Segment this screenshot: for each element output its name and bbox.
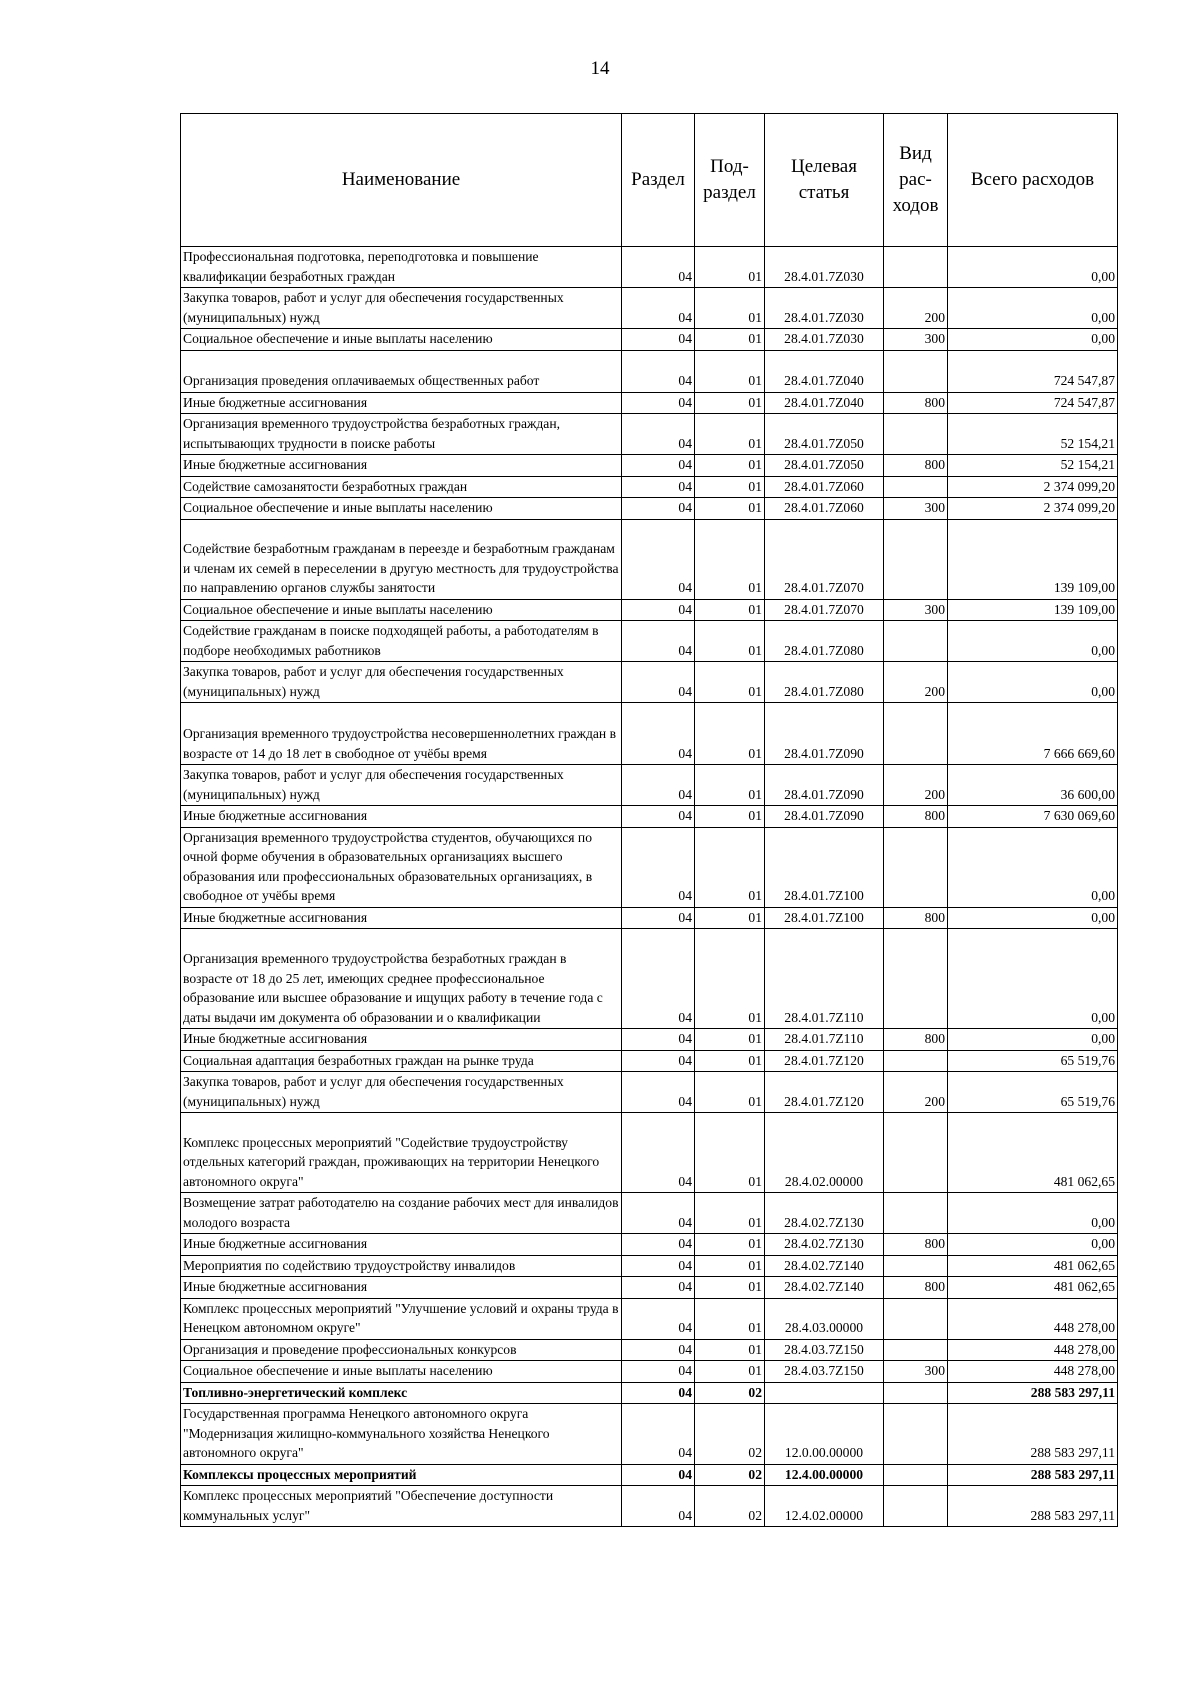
row-target: 28.4.01.7Z100 (765, 827, 884, 907)
table-row (181, 907, 1118, 929)
row-total: 448 278,00 (948, 1361, 1118, 1383)
row-expense-type (884, 1339, 948, 1361)
row-name: Социальное обеспечение и иные выплаты населению (181, 599, 622, 621)
row-expense-type: 300 (884, 599, 948, 621)
row-name: Иные бюджетные ассигнования (181, 455, 622, 477)
row-expense-type (884, 1113, 948, 1193)
row-section: 04 (622, 1113, 695, 1193)
row-subsection: 01 (695, 1072, 765, 1113)
row-target: 28.4.01.7Z040 (765, 350, 884, 392)
row-name: Профессиональная подготовка, переподготовка и повышение квалификации безработных граждан (181, 247, 622, 288)
table-row (181, 599, 1118, 621)
row-target: 28.4.02.7Z130 (765, 1193, 884, 1234)
table-row (181, 1072, 1118, 1113)
row-section: 04 (622, 414, 695, 455)
row-subsection: 01 (695, 806, 765, 828)
row-section: 04 (622, 1193, 695, 1234)
row-total: 448 278,00 (948, 1298, 1118, 1339)
row-name: Мероприятия по содействию трудоустройству инвалидов (181, 1255, 622, 1277)
row-subsection: 01 (695, 1298, 765, 1339)
row-expense-type (884, 1298, 948, 1339)
row-target: 28.4.01.7Z050 (765, 455, 884, 477)
row-section: 04 (622, 662, 695, 703)
table-row (181, 929, 1118, 1029)
budget-table (180, 113, 1118, 1527)
row-target: 28.4.01.7Z060 (765, 498, 884, 520)
row-subsection: 01 (695, 1193, 765, 1234)
row-section: 04 (622, 1029, 695, 1051)
row-name: Организация временного трудоустройства безработных граждан в возрасте от 18 до 25 лет, имеющих среднее профессиональное образование или высшее образование и ищущих работу в течение года с даты выдачи им документа об образовании и о квалификации (181, 929, 622, 1029)
row-expense-type: 800 (884, 907, 948, 929)
row-section: 04 (622, 329, 695, 351)
row-name: Организация временного трудоустройства несовершеннолетних граждан в возрасте от 14 до 18 лет в свободное от учёбы время (181, 703, 622, 765)
table-row (181, 1404, 1118, 1465)
table-row (181, 329, 1118, 351)
row-subsection: 01 (695, 1050, 765, 1072)
row-expense-type: 800 (884, 806, 948, 828)
row-subsection: 01 (695, 476, 765, 498)
row-expense-type (884, 703, 948, 765)
row-expense-type (884, 247, 948, 288)
header-total: Всего расходов (948, 114, 1118, 247)
row-expense-type: 300 (884, 498, 948, 520)
row-target: 28.4.03.7Z150 (765, 1339, 884, 1361)
row-subsection: 01 (695, 907, 765, 929)
row-total: 7 666 669,60 (948, 703, 1118, 765)
row-subsection: 01 (695, 392, 765, 414)
table-row (181, 621, 1118, 662)
table-row (181, 1339, 1118, 1361)
row-expense-type (884, 1050, 948, 1072)
row-section: 04 (622, 519, 695, 599)
row-subsection: 02 (695, 1486, 765, 1527)
table-row (181, 350, 1118, 392)
row-subsection: 01 (695, 329, 765, 351)
row-section: 04 (622, 703, 695, 765)
row-total: 139 109,00 (948, 599, 1118, 621)
row-target: 28.4.01.7Z060 (765, 476, 884, 498)
row-total: 2 374 099,20 (948, 476, 1118, 498)
table-row (181, 1193, 1118, 1234)
row-name: Организация проведения оплачиваемых общественных работ (181, 350, 622, 392)
row-name: Комплекс процессных мероприятий "Содействие трудоустройству отдельных категорий граждан, проживающих на территории Ненецкого автономного округа" (181, 1113, 622, 1193)
row-section: 04 (622, 350, 695, 392)
row-total: 0,00 (948, 247, 1118, 288)
row-name: Содействие безработным гражданам в переезде и безработным гражданам и членам их семей в переселении в другую местность для трудоустройства по направлению органов службы занятости (181, 519, 622, 599)
row-expense-type (884, 929, 948, 1029)
row-section: 04 (622, 247, 695, 288)
row-name: Иные бюджетные ассигнования (181, 1277, 622, 1299)
row-name: Иные бюджетные ассигнования (181, 1029, 622, 1051)
row-total: 0,00 (948, 827, 1118, 907)
row-expense-type (884, 414, 948, 455)
row-name: Возмещение затрат работодателю на создание рабочих мест для инвалидов молодого возраста (181, 1193, 622, 1234)
row-section: 04 (622, 455, 695, 477)
row-total: 0,00 (948, 288, 1118, 329)
row-name: Организация временного трудоустройства безработных граждан, испытывающих трудности в поиске работы (181, 414, 622, 455)
table-row (181, 519, 1118, 599)
row-subsection: 01 (695, 765, 765, 806)
row-total: 448 278,00 (948, 1339, 1118, 1361)
row-name: Государственная программа Ненецкого автономного округа "Модернизация жилищно-коммунального хозяйства Ненецкого автономного округа" (181, 1404, 622, 1465)
row-target: 28.4.01.7Z030 (765, 247, 884, 288)
table-row (181, 1361, 1118, 1383)
row-target: 28.4.01.7Z110 (765, 1029, 884, 1051)
row-name: Социальное обеспечение и иные выплаты населению (181, 1361, 622, 1383)
row-expense-type (884, 1193, 948, 1234)
row-expense-type: 200 (884, 662, 948, 703)
row-section: 04 (622, 599, 695, 621)
row-name: Социальная адаптация безработных граждан на рынке труда (181, 1050, 622, 1072)
row-section: 04 (622, 1404, 695, 1465)
row-target: 28.4.01.7Z120 (765, 1072, 884, 1113)
row-section: 04 (622, 392, 695, 414)
row-subsection: 01 (695, 1029, 765, 1051)
row-expense-type: 300 (884, 1361, 948, 1383)
row-expense-type: 800 (884, 455, 948, 477)
row-name: Организация и проведение профессиональных конкурсов (181, 1339, 622, 1361)
row-target: 28.4.01.7Z070 (765, 519, 884, 599)
row-target: 28.4.01.7Z090 (765, 806, 884, 828)
row-section: 04 (622, 1050, 695, 1072)
table-row (181, 1486, 1118, 1527)
row-subsection: 01 (695, 350, 765, 392)
row-name: Организация временного трудоустройства студентов, обучающихся по очной форме обучения в образовательных организациях высшего образования или профессиональных образовательных организациях, в свободное от учёбы время (181, 827, 622, 907)
row-name: Закупка товаров, работ и услуг для обеспечения государственных (муниципальных) нужд (181, 765, 622, 806)
row-expense-type (884, 1404, 948, 1465)
table-row (181, 247, 1118, 288)
table-row (181, 455, 1118, 477)
table-row (181, 392, 1118, 414)
table-row (181, 1382, 1118, 1404)
row-subsection: 01 (695, 247, 765, 288)
table-row (181, 1298, 1118, 1339)
row-subsection: 01 (695, 288, 765, 329)
row-target: 28.4.01.7Z100 (765, 907, 884, 929)
row-section: 04 (622, 1277, 695, 1299)
row-subsection: 02 (695, 1404, 765, 1465)
row-total: 139 109,00 (948, 519, 1118, 599)
row-name: Закупка товаров, работ и услуг для обеспечения государственных (муниципальных) нужд (181, 662, 622, 703)
row-subsection: 01 (695, 455, 765, 477)
row-target: 28.4.01.7Z030 (765, 329, 884, 351)
row-expense-type (884, 1464, 948, 1486)
row-target (765, 1382, 884, 1404)
table-row (181, 498, 1118, 520)
row-expense-type (884, 827, 948, 907)
row-subsection: 01 (695, 1113, 765, 1193)
row-target: 28.4.01.7Z050 (765, 414, 884, 455)
row-target: 28.4.01.7Z080 (765, 662, 884, 703)
row-subsection: 01 (695, 414, 765, 455)
header-target: Целевая статья (765, 114, 884, 247)
row-section: 04 (622, 1486, 695, 1527)
row-expense-type (884, 1255, 948, 1277)
row-subsection: 02 (695, 1464, 765, 1486)
row-total: 288 583 297,11 (948, 1464, 1118, 1486)
row-name: Закупка товаров, работ и услуг для обеспечения государственных (муниципальных) нужд (181, 288, 622, 329)
row-section: 04 (622, 1255, 695, 1277)
row-name: Содействие самозанятости безработных граждан (181, 476, 622, 498)
row-subsection: 01 (695, 703, 765, 765)
row-total: 481 062,65 (948, 1277, 1118, 1299)
row-subsection: 01 (695, 1234, 765, 1256)
row-target: 28.4.03.00000 (765, 1298, 884, 1339)
row-total: 0,00 (948, 621, 1118, 662)
row-target: 28.4.01.7Z030 (765, 288, 884, 329)
row-total: 481 062,65 (948, 1113, 1118, 1193)
row-section: 04 (622, 1339, 695, 1361)
row-name: Комплекс процессных мероприятий "Улучшение условий и охраны труда в Ненецком автономном округе" (181, 1298, 622, 1339)
row-total: 0,00 (948, 1029, 1118, 1051)
row-target: 28.4.01.7Z090 (765, 703, 884, 765)
table-row (181, 806, 1118, 828)
row-section: 04 (622, 1361, 695, 1383)
row-total: 52 154,21 (948, 455, 1118, 477)
row-expense-type (884, 350, 948, 392)
row-name: Иные бюджетные ассигнования (181, 907, 622, 929)
row-section: 04 (622, 621, 695, 662)
row-target: 28.4.01.7Z070 (765, 599, 884, 621)
row-section: 04 (622, 827, 695, 907)
row-total: 0,00 (948, 329, 1118, 351)
row-total: 0,00 (948, 662, 1118, 703)
table-row (181, 1234, 1118, 1256)
row-total: 481 062,65 (948, 1255, 1118, 1277)
row-subsection: 01 (695, 498, 765, 520)
row-total: 65 519,76 (948, 1050, 1118, 1072)
row-name: Комплекс процессных мероприятий "Обеспечение доступности коммунальных услуг" (181, 1486, 622, 1527)
row-subsection: 01 (695, 621, 765, 662)
row-expense-type: 200 (884, 288, 948, 329)
row-target: 28.4.02.7Z140 (765, 1255, 884, 1277)
header-subsection: Под- раздел (695, 114, 765, 247)
row-target: 28.4.03.7Z150 (765, 1361, 884, 1383)
row-name: Социальное обеспечение и иные выплаты населению (181, 329, 622, 351)
row-target: 28.4.01.7Z090 (765, 765, 884, 806)
row-target: 12.4.00.00000 (765, 1464, 884, 1486)
row-target: 12.4.02.00000 (765, 1486, 884, 1527)
row-total: 36 600,00 (948, 765, 1118, 806)
header-section: Раздел (622, 114, 695, 247)
row-name: Иные бюджетные ассигнования (181, 806, 622, 828)
table-row (181, 703, 1118, 765)
row-target: 28.4.01.7Z110 (765, 929, 884, 1029)
row-total: 724 547,87 (948, 392, 1118, 414)
row-expense-type (884, 1486, 948, 1527)
row-subsection: 01 (695, 1255, 765, 1277)
row-total: 288 583 297,11 (948, 1404, 1118, 1465)
row-section: 04 (622, 907, 695, 929)
row-total: 52 154,21 (948, 414, 1118, 455)
row-total: 7 630 069,60 (948, 806, 1118, 828)
table-row (181, 414, 1118, 455)
row-name: Комплексы процессных мероприятий (181, 1464, 622, 1486)
row-expense-type (884, 1382, 948, 1404)
row-section: 04 (622, 806, 695, 828)
row-section: 04 (622, 1072, 695, 1113)
table-row (181, 1113, 1118, 1193)
row-expense-type: 300 (884, 329, 948, 351)
row-section: 04 (622, 1234, 695, 1256)
row-section: 04 (622, 1382, 695, 1404)
table-row (181, 1050, 1118, 1072)
page-number: 14 (590, 58, 610, 79)
table-row (181, 288, 1118, 329)
table-row (181, 476, 1118, 498)
table-row (181, 1029, 1118, 1051)
table-header-row (181, 114, 1118, 247)
row-total: 0,00 (948, 907, 1118, 929)
row-total: 0,00 (948, 929, 1118, 1029)
row-expense-type (884, 519, 948, 599)
row-target: 28.4.01.7Z120 (765, 1050, 884, 1072)
row-expense-type: 800 (884, 1234, 948, 1256)
row-expense-type: 200 (884, 1072, 948, 1113)
row-section: 04 (622, 929, 695, 1029)
row-total: 0,00 (948, 1234, 1118, 1256)
row-total: 2 374 099,20 (948, 498, 1118, 520)
table-row (181, 1464, 1118, 1486)
row-name: Содействие гражданам в поиске подходящей работы, а работодателям в подборе необходимых работников (181, 621, 622, 662)
row-target: 28.4.02.7Z140 (765, 1277, 884, 1299)
row-name: Топливно-энергетический комплекс (181, 1382, 622, 1404)
row-name: Иные бюджетные ассигнования (181, 392, 622, 414)
row-name: Социальное обеспечение и иные выплаты населению (181, 498, 622, 520)
row-expense-type: 200 (884, 765, 948, 806)
row-target: 28.4.02.7Z130 (765, 1234, 884, 1256)
row-total: 724 547,87 (948, 350, 1118, 392)
row-total: 288 583 297,11 (948, 1486, 1118, 1527)
row-expense-type (884, 476, 948, 498)
row-subsection: 01 (695, 662, 765, 703)
row-target: 28.4.01.7Z040 (765, 392, 884, 414)
row-total: 288 583 297,11 (948, 1382, 1118, 1404)
row-section: 04 (622, 476, 695, 498)
row-section: 04 (622, 288, 695, 329)
row-subsection: 02 (695, 1382, 765, 1404)
row-subsection: 01 (695, 1361, 765, 1383)
row-section: 04 (622, 1464, 695, 1486)
row-section: 04 (622, 1298, 695, 1339)
row-total: 0,00 (948, 1193, 1118, 1234)
table-row (181, 1255, 1118, 1277)
table-row (181, 1277, 1118, 1299)
row-name: Иные бюджетные ассигнования (181, 1234, 622, 1256)
row-subsection: 01 (695, 1339, 765, 1361)
row-total: 65 519,76 (948, 1072, 1118, 1113)
row-expense-type (884, 621, 948, 662)
header-name: Наименование (181, 114, 622, 247)
row-subsection: 01 (695, 519, 765, 599)
table-row (181, 765, 1118, 806)
row-name: Закупка товаров, работ и услуг для обеспечения государственных (муниципальных) нужд (181, 1072, 622, 1113)
row-expense-type: 800 (884, 1029, 948, 1051)
table-row (181, 827, 1118, 907)
table-row (181, 662, 1118, 703)
row-section: 04 (622, 765, 695, 806)
row-expense-type: 800 (884, 1277, 948, 1299)
header-expense-type: Вид рас- ходов (884, 114, 948, 247)
row-target: 12.0.00.00000 (765, 1404, 884, 1465)
row-subsection: 01 (695, 929, 765, 1029)
row-subsection: 01 (695, 599, 765, 621)
row-target: 28.4.02.00000 (765, 1113, 884, 1193)
row-section: 04 (622, 498, 695, 520)
row-target: 28.4.01.7Z080 (765, 621, 884, 662)
row-expense-type: 800 (884, 392, 948, 414)
row-subsection: 01 (695, 827, 765, 907)
row-subsection: 01 (695, 1277, 765, 1299)
